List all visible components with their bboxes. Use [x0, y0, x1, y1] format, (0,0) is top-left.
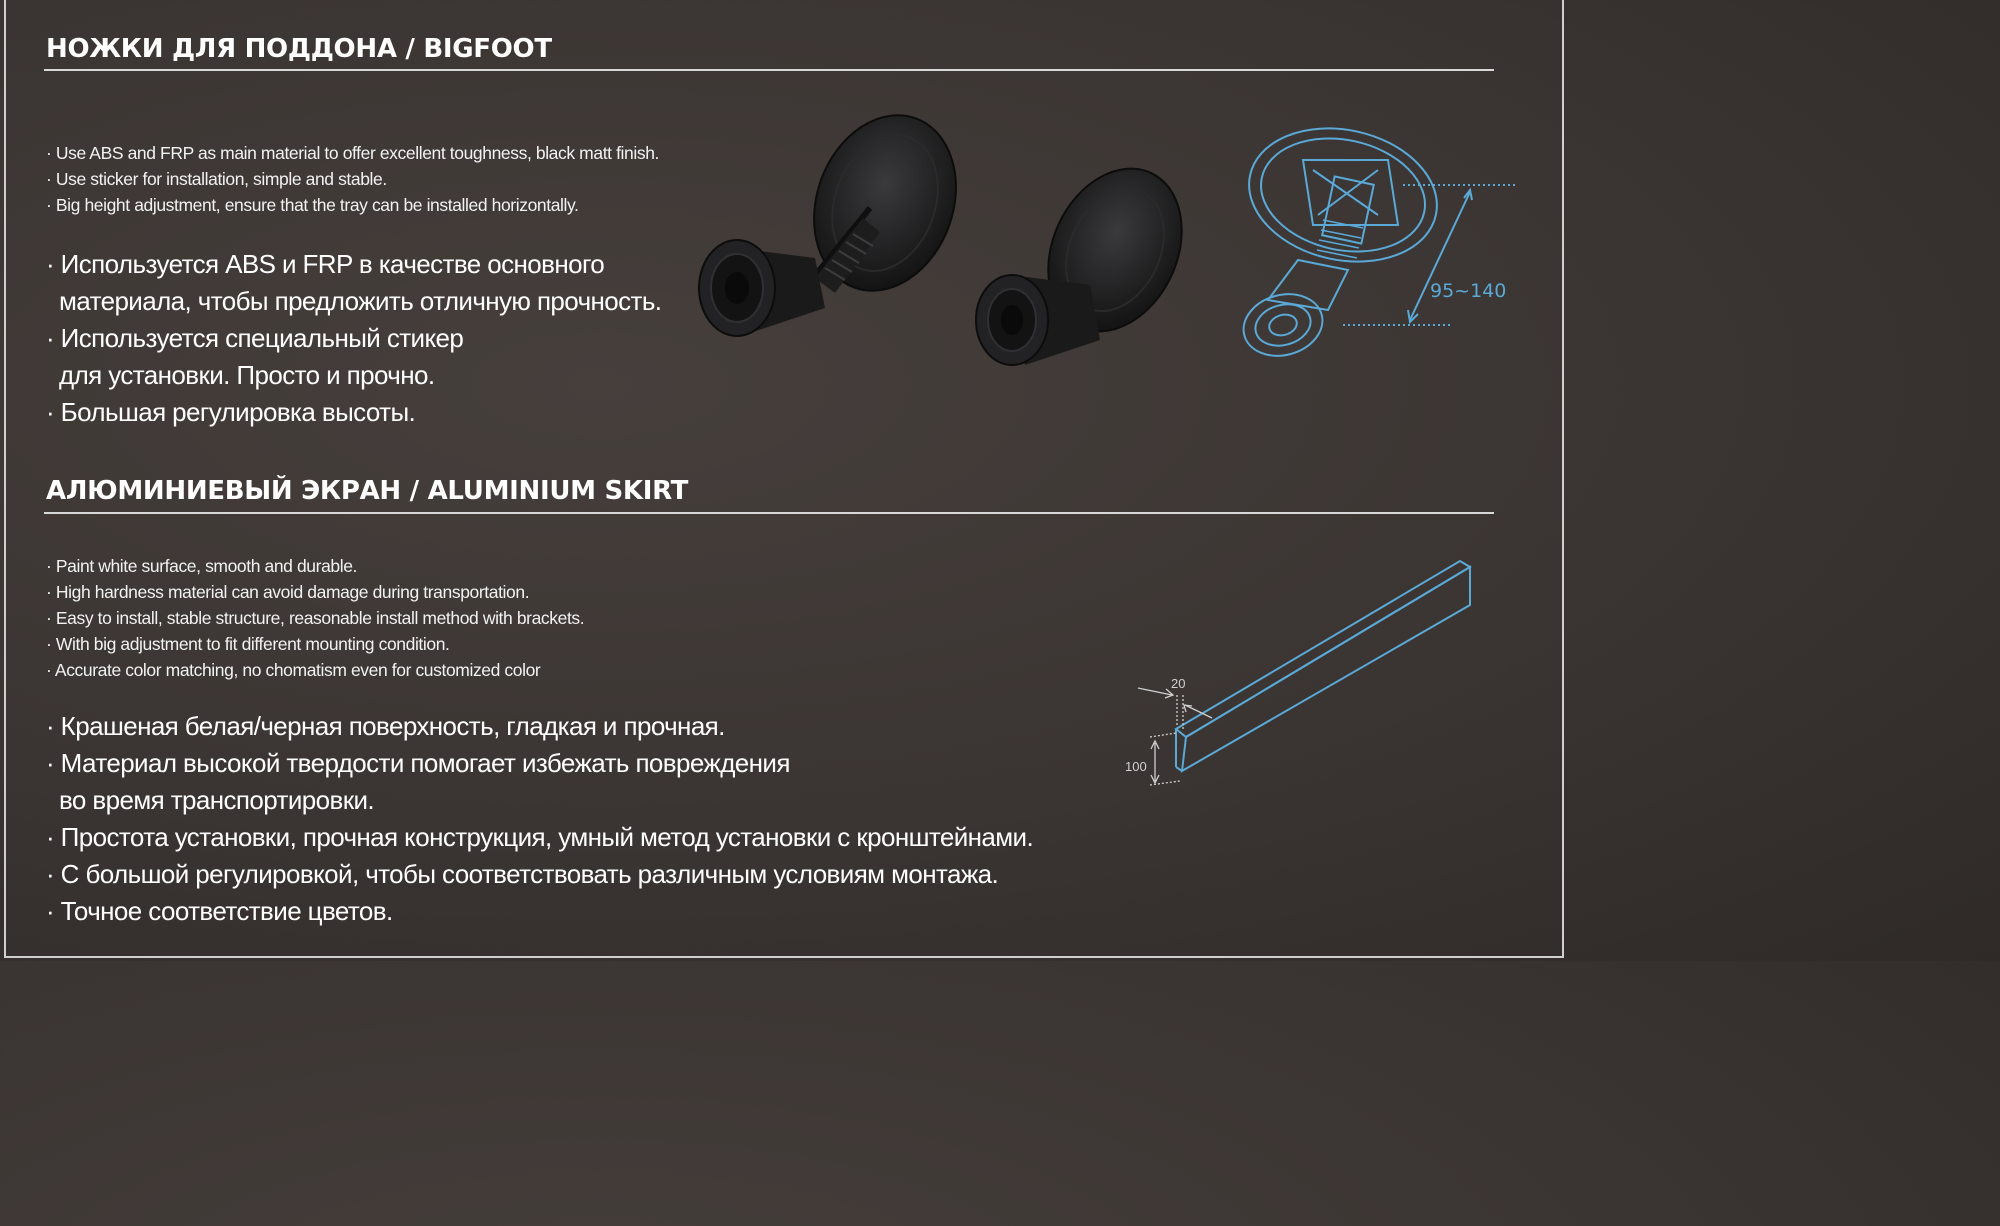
skirt-features-ru [46, 708, 1033, 930]
skirt-title: АЛЮМИНИЕВЫЙ ЭКРАН / ALUMINIUM SKIRT [46, 476, 689, 506]
skirt-feature-ru [46, 745, 1033, 819]
bigfoot-features-ru [46, 246, 661, 431]
skirt-feature-en: · Easy to install, stable structure, reasonable install method with brackets. [46, 608, 585, 628]
bigfoot-feature-ru-line: для установки. Просто и прочно. [59, 360, 435, 390]
skirt-dim-side: 100 [1125, 759, 1147, 774]
skirt-features-en [46, 553, 584, 683]
bigfoot-feature-en: · Big height adjustment, ensure that the tray can be installed horizontally. [46, 195, 579, 215]
skirt-feature-ru-line: · Материал высокой твердости помогает избежать повреждения [46, 748, 790, 778]
bigfoot-feature-en: · Use ABS and FRP as main material to offer excellent toughness, black matt finish. [46, 143, 659, 163]
bigfoot-features-en [46, 140, 659, 218]
bigfoot-divider [44, 69, 1494, 71]
bigfoot-title: НОЖКИ ДЛЯ ПОДДОНА / BIGFOOT [46, 34, 552, 64]
skirt-feature-en: · With big adjustment to fit different mounting condition. [46, 634, 450, 654]
bigfoot-diagram-icon [1238, 120, 1528, 365]
bigfoot-feature-ru [46, 394, 661, 431]
skirt-feature-ru-line: во время транспортировки. [59, 785, 375, 815]
skirt-feature-ru-line: · Простота установки, прочная конструкция, умный метод установки с кронштейнами. [46, 822, 1034, 852]
bigfoot-feature-ru-line: · Используется специальный стикер [46, 323, 464, 353]
skirt-feature-ru [46, 819, 1033, 856]
skirt-feature-en: · Accurate color matching, no chomatism even for customized color [46, 660, 541, 680]
bigfoot-dimension-label: 95~140 [1430, 280, 1507, 302]
skirt-feature-ru-line: · С большой регулировкой, чтобы соответствовать различным условиям монтажа. [46, 859, 999, 889]
skirt-dim-top: 20 [1171, 676, 1186, 691]
skirt-feature-ru [46, 893, 1033, 930]
skirt-diagram-icon [1120, 555, 1480, 795]
bigfoot-photo-2-icon [970, 165, 1185, 375]
bigfoot-feature-ru-line: · Используется ABS и FRP в качестве основного [46, 249, 605, 279]
skirt-feature-en: · High hardness material can avoid damage during transportation. [46, 582, 530, 602]
bigfoot-feature-ru-line: · Большая регулировка высоты. [46, 397, 416, 427]
bigfoot-feature-ru [46, 246, 661, 320]
bigfoot-feature-ru [46, 320, 661, 394]
skirt-feature-en: · Paint white surface, smooth and durable. [46, 556, 358, 576]
skirt-feature-ru [46, 708, 1033, 745]
bigfoot-photo-1-icon [695, 108, 960, 343]
skirt-feature-ru-line: · Крашеная белая/черная поверхность, гладкая и прочная. [46, 711, 725, 741]
bigfoot-feature-en: · Use sticker for installation, simple and stable. [46, 169, 387, 189]
skirt-feature-ru-line: · Точное соответствие цветов. [46, 896, 393, 926]
skirt-feature-ru [46, 856, 1033, 893]
bigfoot-feature-ru-line: материала, чтобы предложить отличную прочность. [59, 286, 662, 316]
skirt-divider [44, 512, 1494, 514]
